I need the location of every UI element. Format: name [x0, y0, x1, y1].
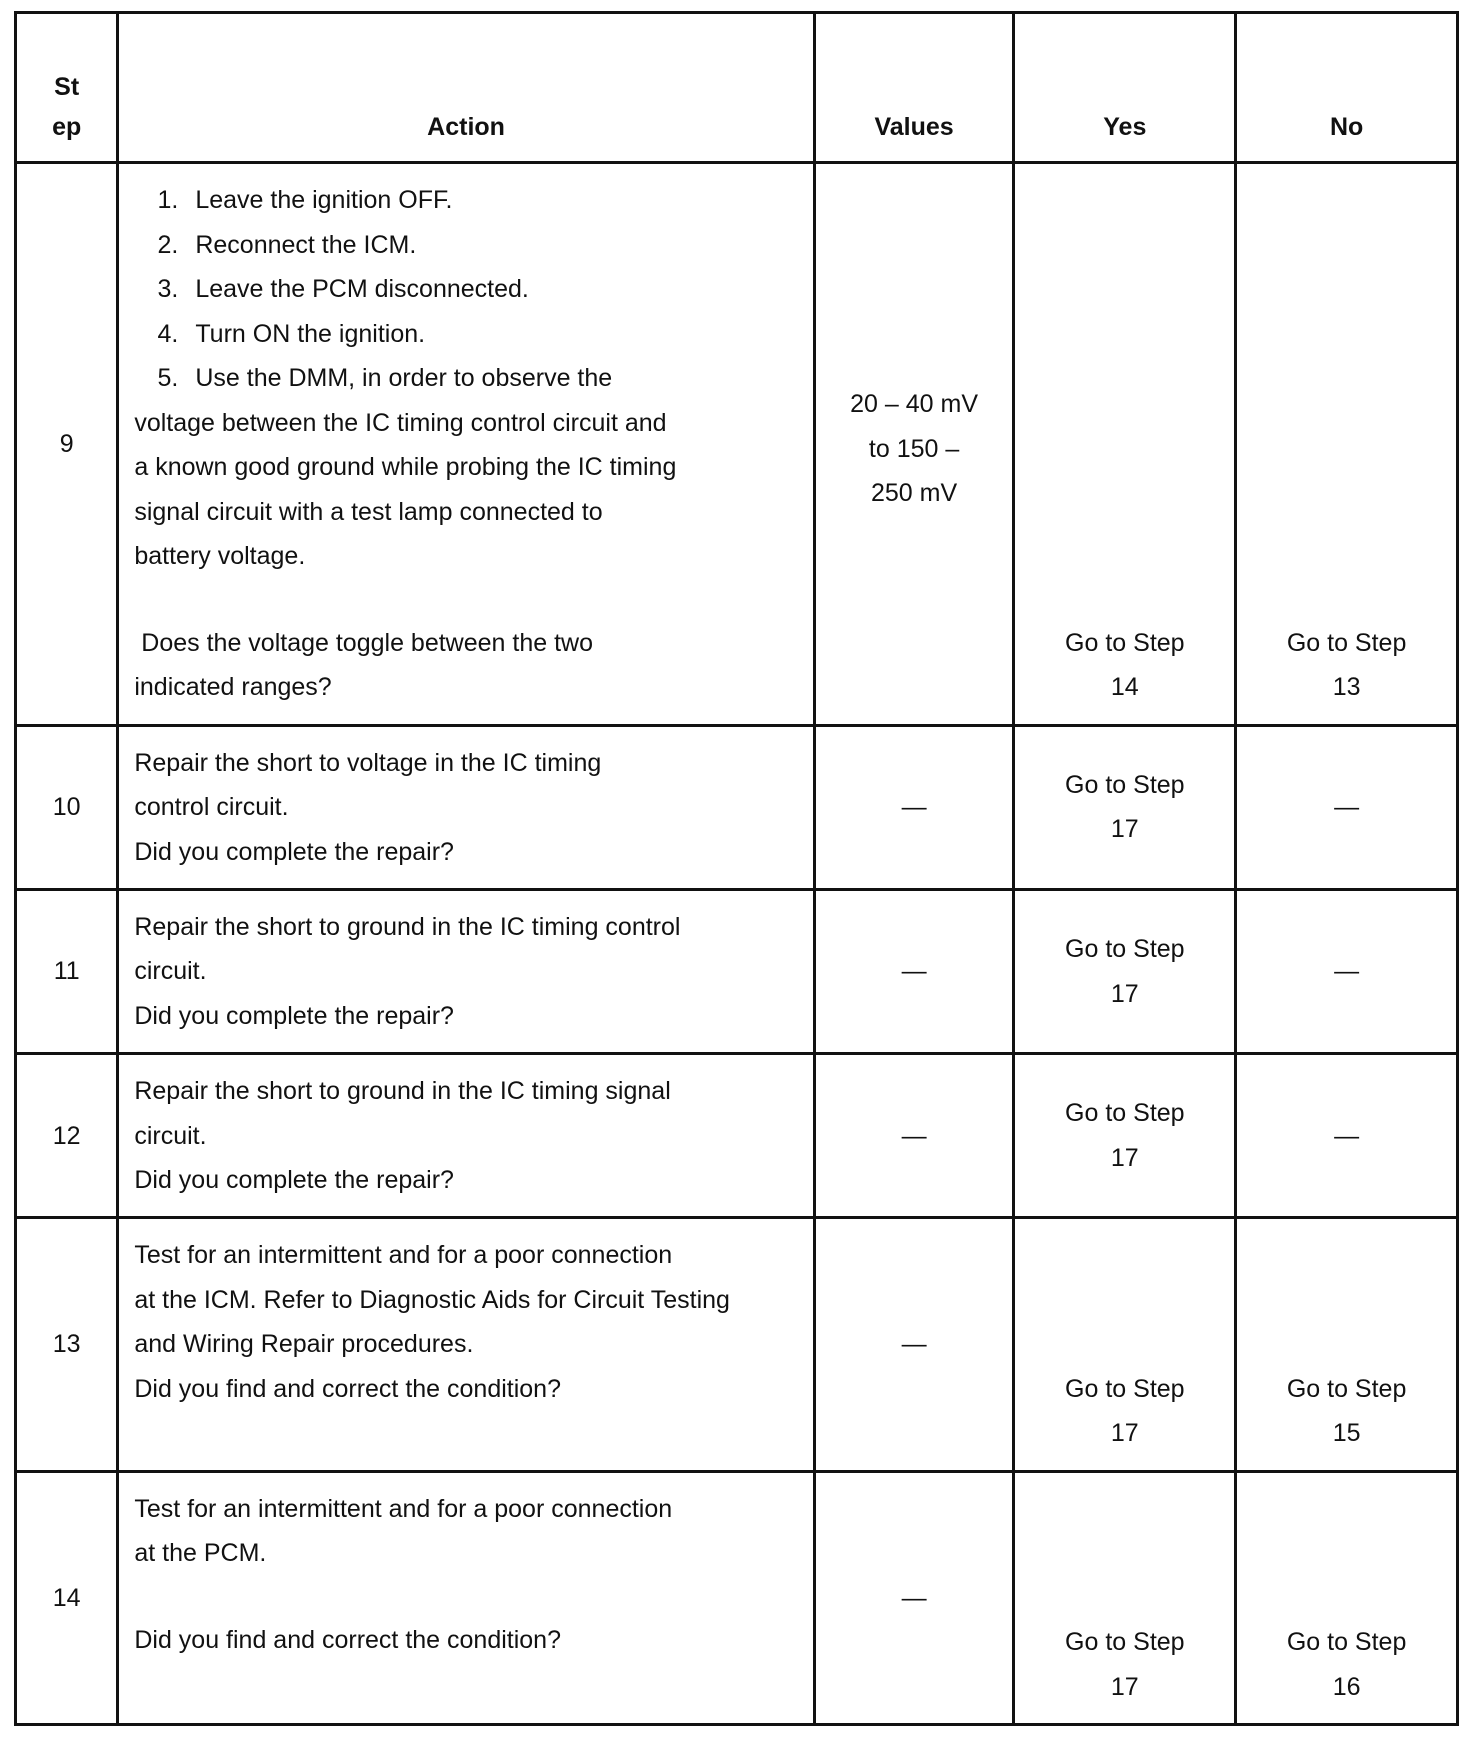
action-cell — [118, 163, 814, 726]
action-text: battery voltage. — [134, 542, 306, 571]
table-row-step-12 — [16, 1054, 1458, 1218]
action-cell: Repair the short to voltage in the IC timing control circuit. Did you complete the repair? — [118, 725, 814, 889]
values-cell: — — [814, 1218, 1014, 1471]
step-number: 12 — [16, 1054, 118, 1218]
list-item: 1. Leave the ignition OFF. — [157, 186, 453, 215]
step-number: 11 — [16, 890, 118, 1054]
action-cell: Repair the short to ground in the IC timing signal circuit. Did you complete the repair? — [118, 1054, 814, 1218]
step-number: 14 — [16, 1471, 118, 1724]
no-cell: — — [1236, 1054, 1458, 1218]
diagnostic-table — [14, 11, 1459, 1726]
table-row-step-13 — [16, 1218, 1458, 1471]
action-text: signal circuit with a test lamp connected to — [134, 497, 603, 526]
yes-cell: Go to Step 17 — [1014, 725, 1236, 889]
no-cell: — — [1236, 725, 1458, 889]
table-row-step-10 — [16, 725, 1458, 889]
no-cell: — — [1236, 890, 1458, 1054]
action-question: Does the voltage toggle between the two — [134, 628, 593, 657]
yes-cell: Go to Step 17 — [1014, 1218, 1236, 1471]
action-question: Did you find and correct the condition? — [134, 1625, 561, 1654]
no-cell: Go to Step 16 — [1236, 1471, 1458, 1724]
header-step — [16, 13, 118, 163]
table-row-step-9 — [16, 163, 1458, 726]
header-yes: Yes — [1014, 13, 1236, 163]
step-number: 10 — [16, 725, 118, 889]
list-item: 4. Turn ON the ignition. — [157, 319, 426, 348]
header-row — [16, 13, 1458, 163]
list-item: 3. Leave the PCM disconnected. — [157, 275, 529, 304]
values-cell: 20 – 40 mV to 150 – 250 mV — [814, 163, 1014, 726]
list-item: 5. Use the DMM, in order to observe the — [157, 364, 613, 393]
yes-cell: Go to Step 17 — [1014, 1054, 1236, 1218]
values-cell: — — [814, 1054, 1014, 1218]
step-number: 9 — [16, 163, 118, 726]
values-cell: — — [814, 890, 1014, 1054]
header-step-line1: St — [54, 73, 80, 102]
values-cell: — — [814, 1471, 1014, 1724]
header-no: No — [1236, 13, 1458, 163]
list-item: 2. Reconnect the ICM. — [157, 230, 417, 259]
table-row-step-14 — [16, 1471, 1458, 1724]
action-text: a known good ground while probing the IC timing — [134, 453, 677, 482]
yes-cell: Go to Step 17 — [1014, 1471, 1236, 1724]
yes-cell: Go to Step 14 — [1014, 163, 1236, 726]
action-text: voltage between the IC timing control circuit and — [134, 408, 667, 437]
step-number: 13 — [16, 1218, 118, 1471]
no-cell: Go to Step 13 — [1236, 163, 1458, 726]
no-cell: Go to Step 15 — [1236, 1218, 1458, 1471]
action-cell: Test for an intermittent and for a poor connection at the PCM. Did you find and correct the condition? — [118, 1471, 814, 1724]
header-step-line2: ep — [52, 113, 82, 142]
yes-cell: Go to Step 17 — [1014, 890, 1236, 1054]
values-cell: — — [814, 725, 1014, 889]
action-cell: Test for an intermittent and for a poor connection at the ICM. Refer to Diagnostic Aids for Circuit Testing and Wiring Repair procedures. Did you find and correct the condition? — [118, 1218, 814, 1471]
action-cell: Repair the short to ground in the IC timing control circuit. Did you complete the repair? — [118, 890, 814, 1054]
header-values: Values — [814, 13, 1014, 163]
header-action: Action — [118, 13, 814, 163]
table-row-step-11 — [16, 890, 1458, 1054]
action-question: indicated ranges? — [134, 673, 332, 702]
